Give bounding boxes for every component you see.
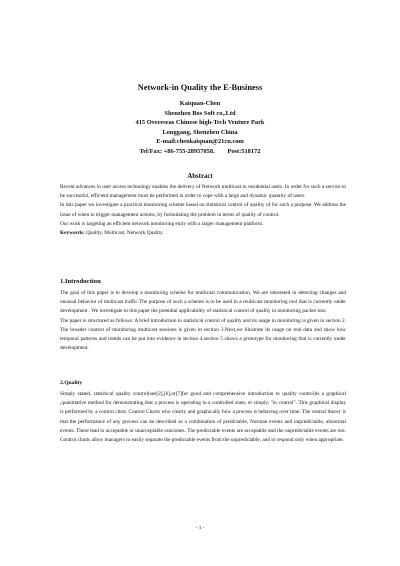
abstract-heading: Abstract xyxy=(187,173,213,180)
author-city: Longgang, Shenzhen China xyxy=(162,128,238,136)
author-name: Kaiquan-Chen xyxy=(179,100,221,107)
keywords-label: Keywords: xyxy=(60,230,85,237)
author-email: E-mail:chenkaiquan@21cn.com xyxy=(156,138,244,146)
abstract-paragraph: In this paper we investigate a practical monitoring scheme based on statistical control of quality of for such a purpose. We address the issue of when to trigger management actions, by formulating the problem in terms of quality of control. xyxy=(60,202,346,218)
introduction-paragraph: The goal of this paper is to develop a monitoring scheme for multicast communication. We are interested in detecting changes and unusual behavior of multicast traffic.The purpose of such a scheme is to be used in a multicast monitoring tool that is currently under development . We investigate in this paper the potential applicability of statistical control of quality in monitoring packet loss. xyxy=(60,290,346,315)
page-number: - 1 - xyxy=(195,525,205,531)
author-address: 415 Overeseas Chinese high-Tech Venture Park xyxy=(135,119,265,127)
abstract-paragraph: Recent advances in user access technology enables the delivery of Network multicast to residential users. In order for such a service to be successful, efficient management must be performed in order to cope with a large and dynamic quantity of users. xyxy=(60,184,346,200)
introduction-paragraph: The paper is structured as follows: A brief introduction to statistical control of quality and its usage in monitoring is given in section 2. The broader context of monitoring multicast sessions is given in section 3.Next,we illustrate its usage on real data and show how temporal patterns and trends can be put into evidence in section 4.section 5 shows a prototype for monitoring that is currently under development. xyxy=(60,317,346,352)
abstract-body xyxy=(60,183,346,238)
abstract-paragraph: Our work is targeting an efficient network monitoring enity with a larger management platform. xyxy=(60,220,264,227)
quality-paragraph: Simply stated, statistical quality control(see[2],[6],or[7]for good and comprehensive introduction to quality control)is a graphical ,quantitative method for demonstrating that a process is operating in a controlled state, or simply, "in control". This graphical display is performed by a control chart. Control Charts who clearly and graphically how a process is behaving over time. The central theory is that the performance of any process can be described as a combination of predictable, Norman events and unpredictable, abnormal events. These lead to acceptable or unacceptable outcomes. The predictable events are acceptable and the unpredictable events are not. Control charts allow managers to easily separate the predictable events from the unpredictable, and to respond only when appropriate. xyxy=(60,391,346,444)
author-affiliation: Shenzhen Bos Soft co,.Ltd xyxy=(164,109,236,117)
introduction-body xyxy=(60,289,346,353)
section-heading-introduction: 1.Introduction xyxy=(60,278,101,285)
paper-title: Network-in Quality the E-Business xyxy=(137,83,263,92)
author-contact: Tel/Fax: +86-755-28957858. Post:518172 xyxy=(139,147,261,155)
author-block xyxy=(0,99,400,157)
section-heading-quality: 2.Quality xyxy=(60,380,83,386)
keywords-text: Quality, Multicast, Network Quality. xyxy=(84,230,164,237)
quality-body xyxy=(60,390,346,445)
keywords-line xyxy=(60,229,346,238)
